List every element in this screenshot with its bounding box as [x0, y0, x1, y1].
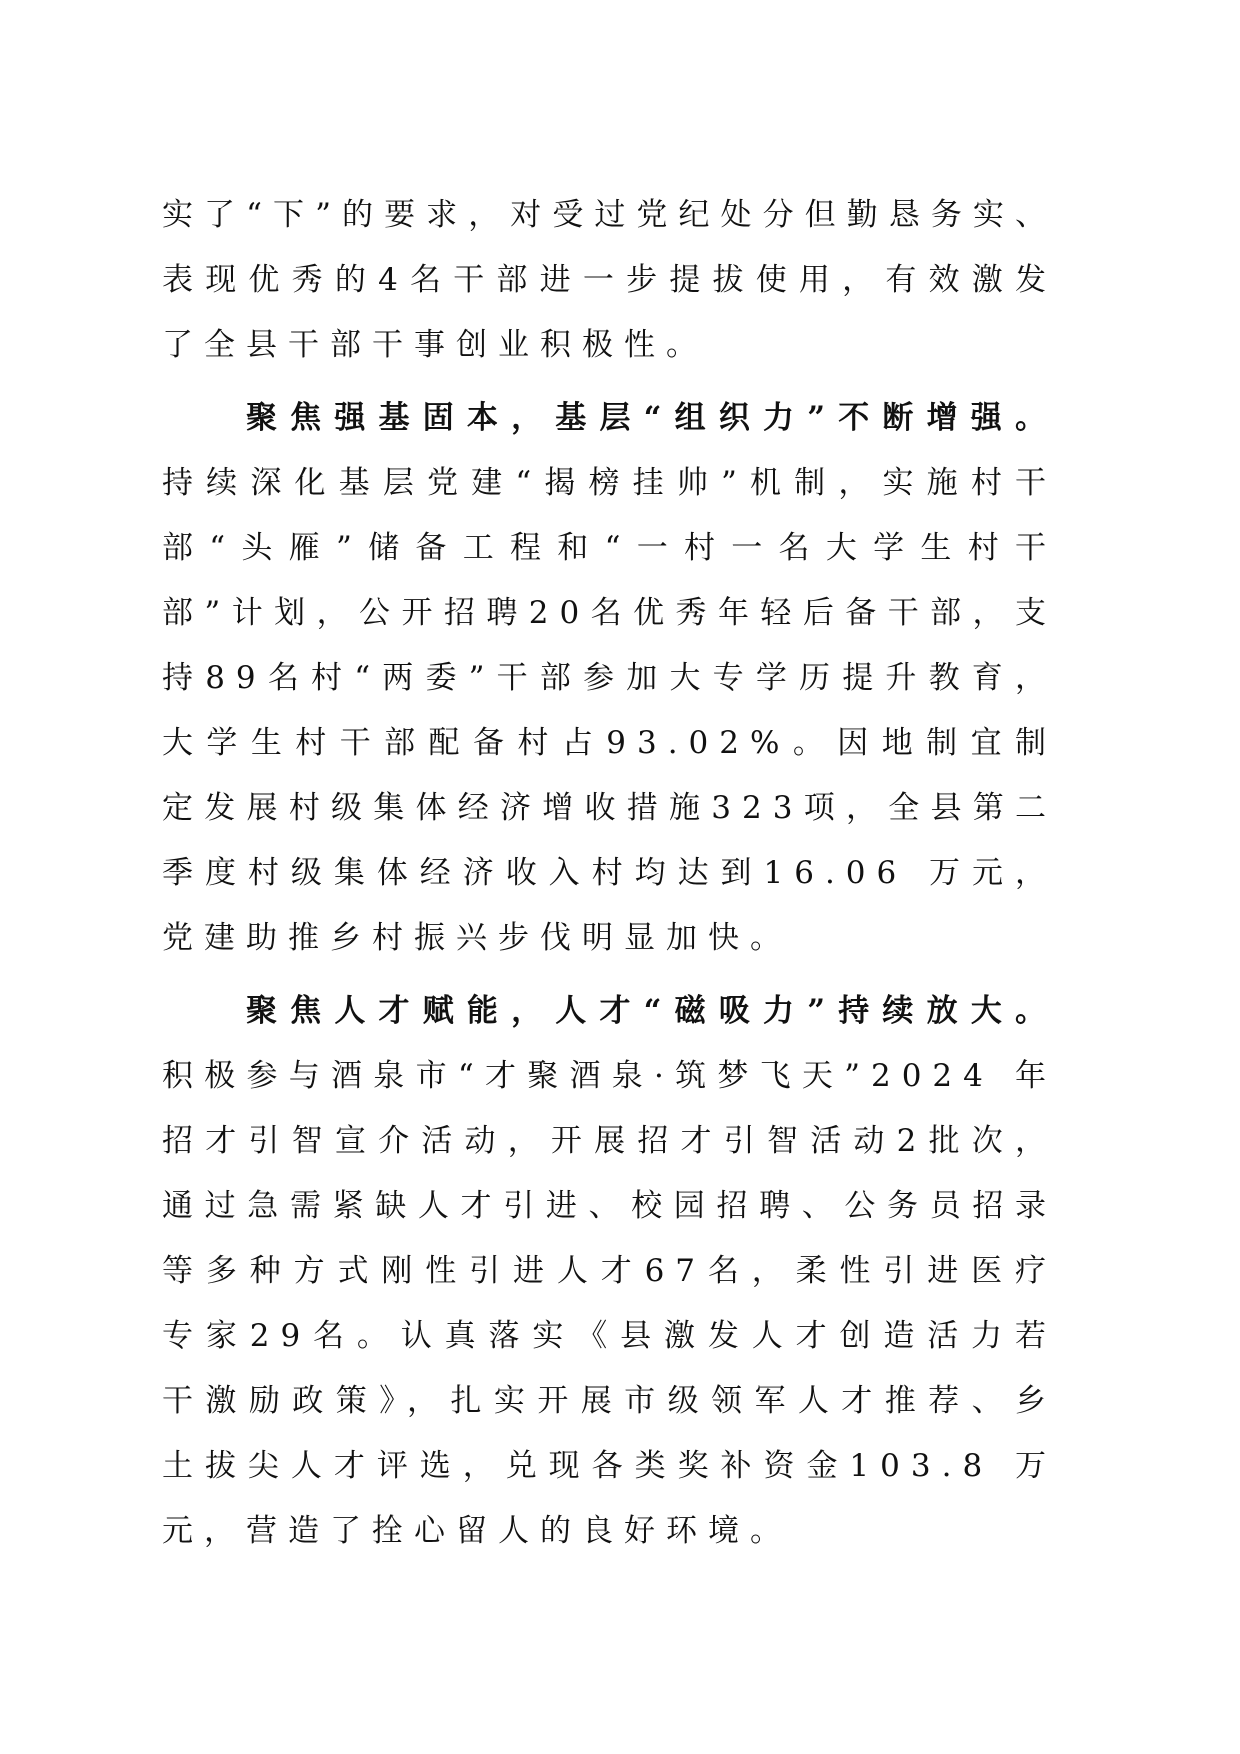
paragraph-lead: 聚焦人才赋能，人才“磁吸力”持续放大。	[246, 993, 1057, 1029]
paragraph-continuation	[162, 183, 1057, 378]
paragraph-lead: 聚焦强基固本，基层“组织力”不断增强。	[246, 400, 1057, 436]
paragraph-body: 持续深化基层党建“揭榜挂帅”机制，实施村干部“头雁”储备工程和“一村一名大学生村干部”计划，公开招聘20名优秀年轻后备干部，支持89名村“两委”干部参加大专学历提升教育，大学生村干部配备村占93.02%。因地制宜制定发展村级集体经济增收措施323项，全县第二季度村级集体经济收入村均达到16.06 万元，党建助推乡村振兴步伐明显加快。	[162, 465, 1058, 956]
paragraph-talent	[162, 979, 1057, 1564]
document-page	[162, 183, 1057, 1572]
paragraph-body: 积极参与酒泉市“才聚酒泉·筑梦飞天”2024 年招才引智宣介活动，开展招才引智活动2批次，通过急需紧缺人才引进、校园招聘、公务员招录等多种方式刚性引进人才67名，柔性引进医疗专家29名。认真落实《县激发人才创造活力若干激励政策》，扎实开展市级领军人才推荐、乡土拔尖人才评选，兑现各类奖补资金103.8 万元，营造了拴心留人的良好环境。	[162, 1058, 1057, 1549]
paragraph-body: 实了“下”的要求，对受过党纪处分但勤恳务实、表现优秀的4名干部进一步提拔使用，有效激发了全县干部干事创业积极性。	[162, 197, 1057, 363]
paragraph-grassroots	[162, 386, 1057, 971]
